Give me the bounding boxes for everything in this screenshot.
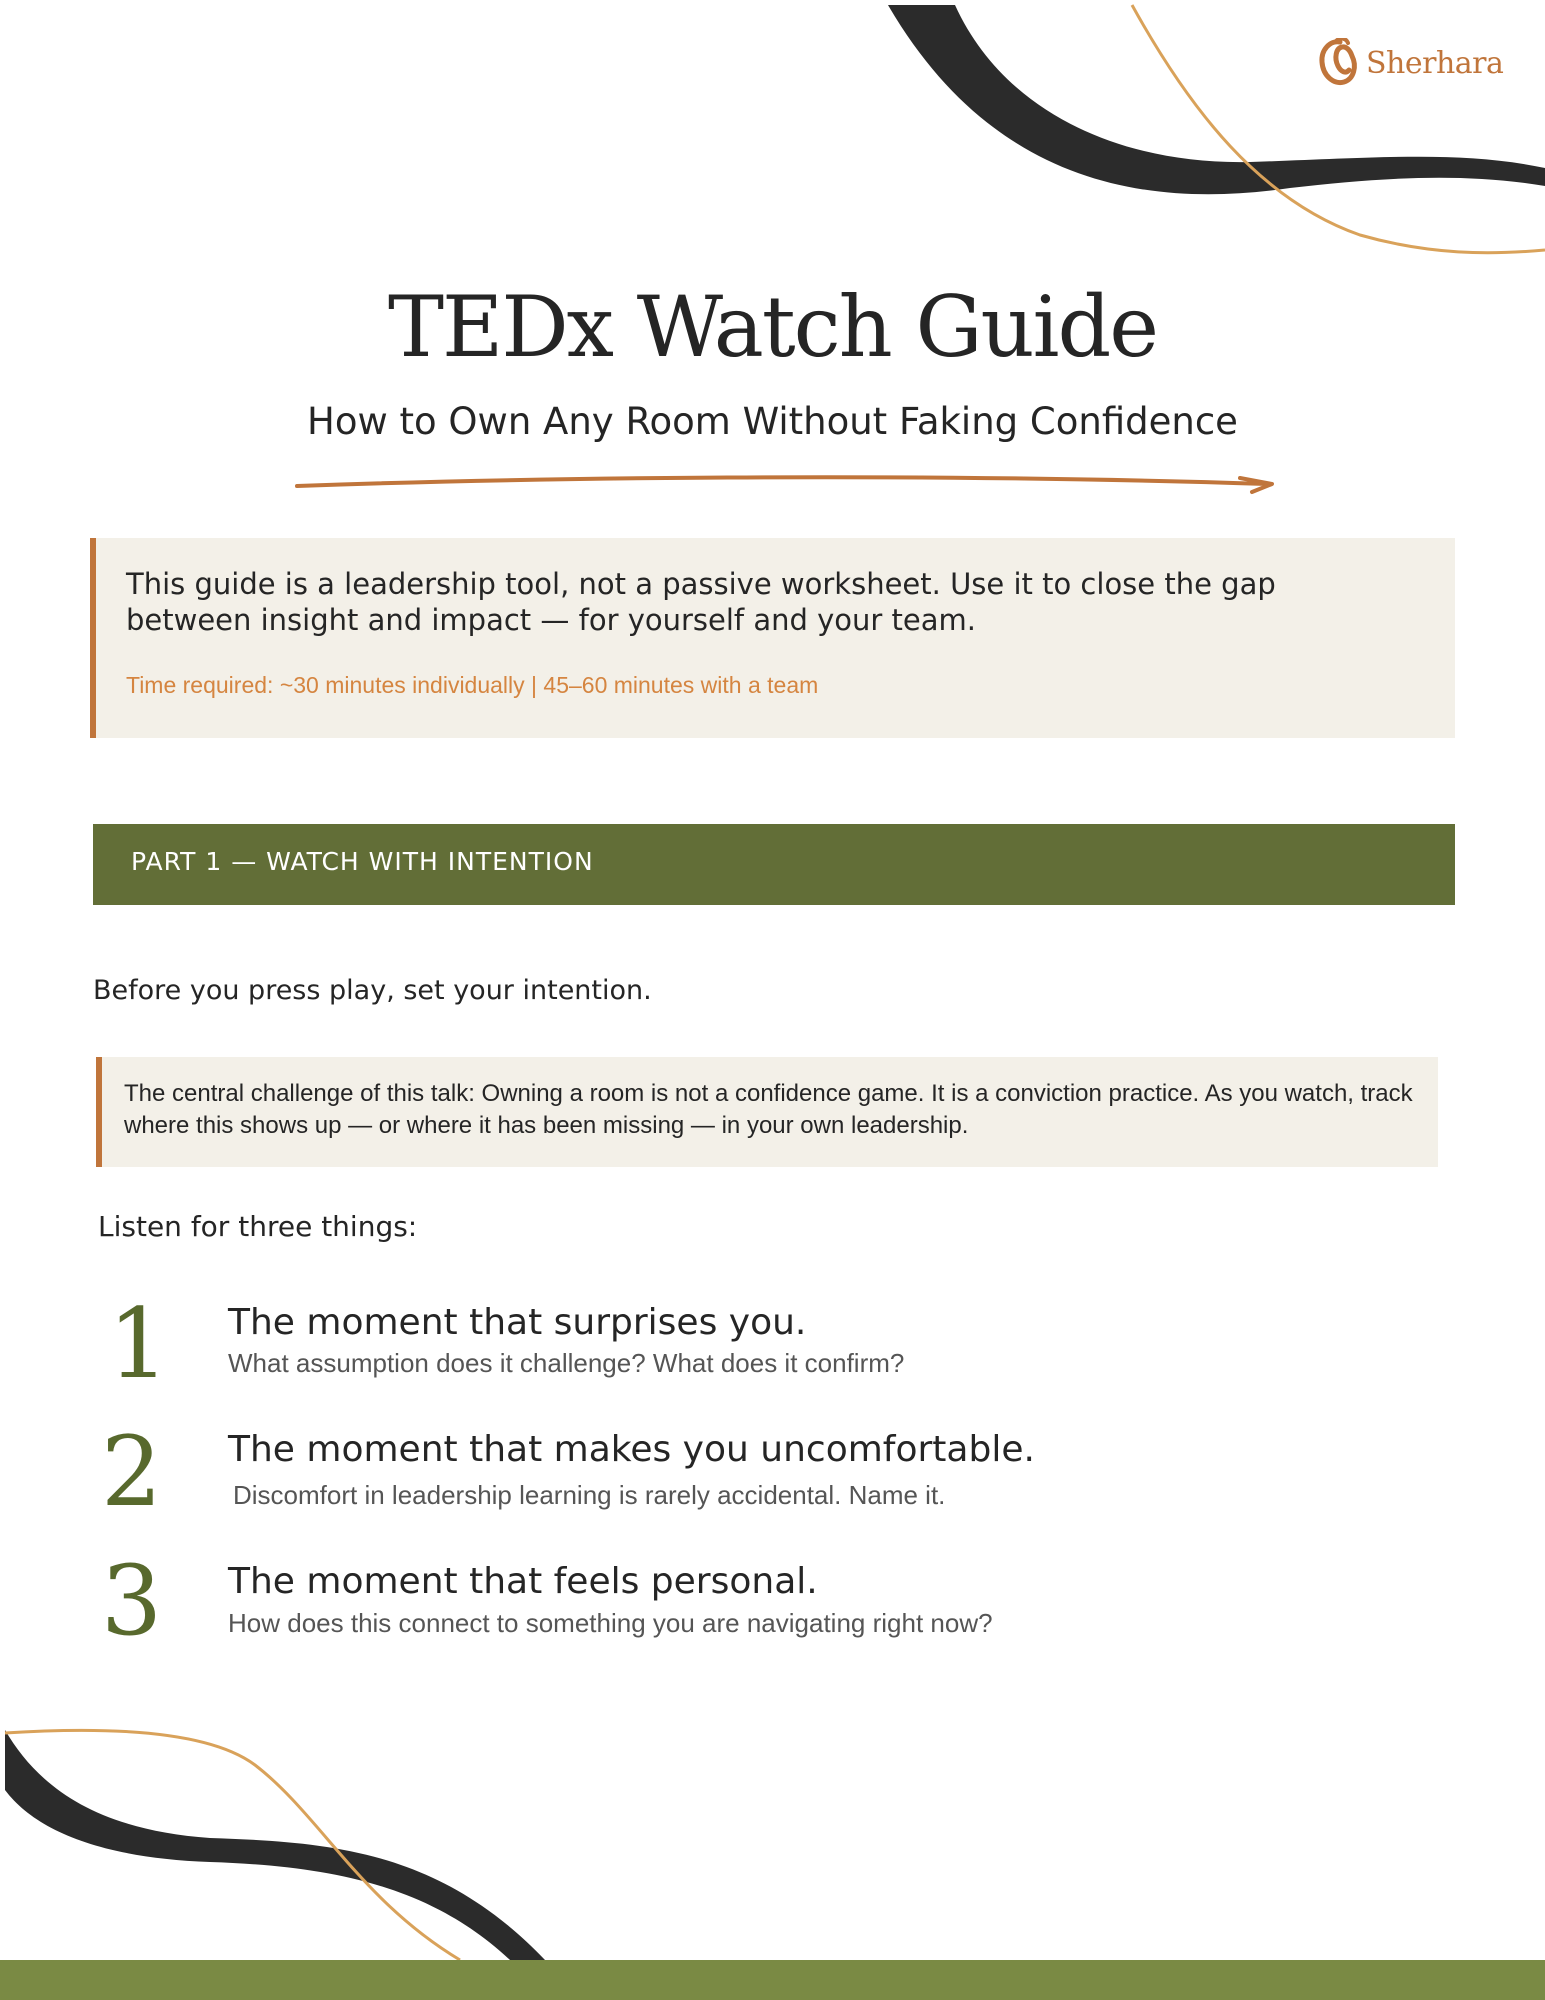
page-subtitle: How to Own Any Room Without Faking Confidence [307,400,1238,443]
time-required: Time required: ~30 minutes individually | 45–60 minutes with a team [126,672,819,698]
page-title: TEDx Watch Guide [387,278,1158,376]
item-detail: Discomfort in leadership learning is rarely accidental. Name it. [233,1480,946,1510]
item-heading: The moment that makes you uncomfortable. [228,1429,1035,1470]
item-heading: The moment that feels personal. [228,1561,818,1602]
top-dark-ribbon [888,5,1545,194]
brand-name: Sherhara [1366,45,1504,81]
item-detail: What assumption does it challenge? What does it confirm? [228,1348,905,1378]
item-detail: How does this connect to something you are navigating right now? [228,1608,993,1638]
item-heading: The moment that surprises you. [228,1302,807,1343]
part1-title: PART 1 — WATCH WITH INTENTION [131,847,594,876]
bottom-dark-ribbon [5,1730,545,1960]
subtitle-underline [297,477,1268,486]
intro-text: This guide is a leadership tool, not a passive worksheet. Use it to close the gap between insight and impact — for yourself and your team. [126,567,1276,637]
brand-mark-icon [1316,38,1360,88]
brand-logo [1316,38,1503,88]
item-number: 3 [101,1545,163,1657]
item-number: 2 [101,1416,163,1528]
part1-lead: Before you press play, set your intention. [93,975,652,1006]
footer-band [0,1960,1545,2000]
challenge-text: The central challenge of this talk: Owning a room is not a confidence game. It is a conviction practice. As you watch, track where this shows up — or where it has been missing — in your own leadership. [124,1080,1413,1139]
item-number: 1 [108,1288,170,1400]
listen-label: Listen for three things: [98,1210,418,1243]
